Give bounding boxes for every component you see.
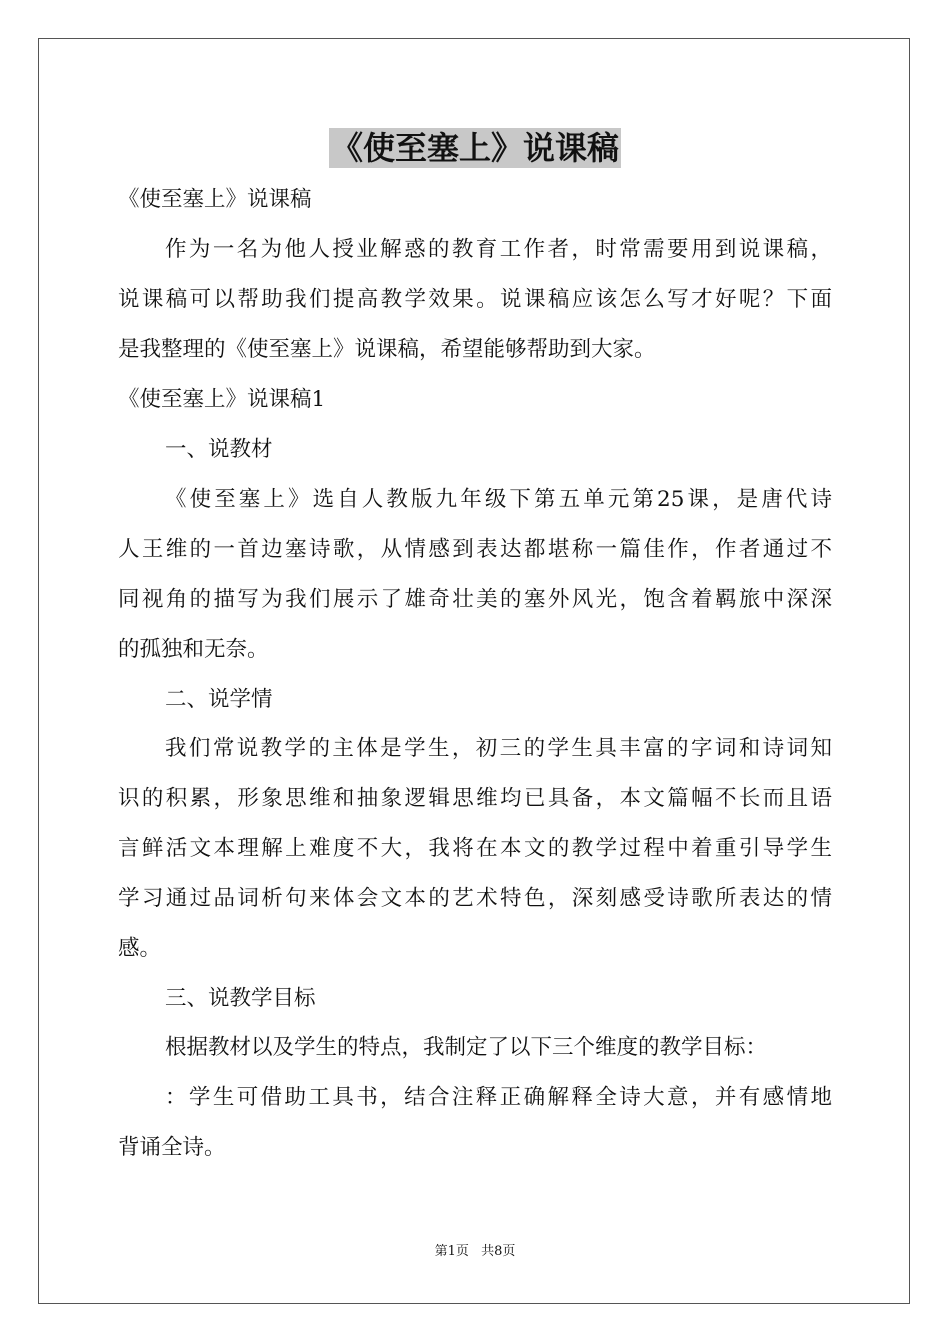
page-total: 共8页 <box>481 1244 516 1259</box>
paragraph-line: 说课稿可以帮助我们提高教学效果。说课稿应该怎么写才好呢？下面 <box>118 287 832 312</box>
paragraph-line: 背诵全诗。 <box>118 1135 226 1160</box>
subsection-heading: 二、说学情 <box>165 687 273 712</box>
document-title: 《使至塞上》说课稿 <box>330 129 619 167</box>
page-number: 第1页 <box>434 1244 469 1259</box>
paragraph-line: 言鲜活文本理解上难度不大，我将在本文的教学过程中着重引导学生 <box>118 836 832 861</box>
title-container <box>0 128 950 168</box>
section-heading: 《使至塞上》说课稿1 <box>118 387 326 412</box>
paragraph-line: 《使至塞上》选自人教版九年级下第五单元第25课，是唐代诗 <box>165 487 832 512</box>
subtitle-line: 《使至塞上》说课稿 <box>118 187 312 212</box>
paragraph-line: 的孤独和无奈。 <box>118 637 269 662</box>
paragraph-line: 识的积累，形象思维和抽象逻辑思维均已具备，本文篇幅不长而且语 <box>118 786 832 811</box>
paragraph-line: ：学生可借助工具书，结合注释正确解释全诗大意，并有感情地 <box>165 1085 832 1110</box>
paragraph-line: 人王维的一首边塞诗歌，从情感到表达都堪称一篇佳作，作者通过不 <box>118 537 832 562</box>
subsection-heading: 三、说教学目标 <box>165 986 316 1011</box>
paragraph-line: 作为一名为他人授业解惑的教育工作者，时常需要用到说课稿， <box>165 237 832 262</box>
paragraph-line: 学习通过品词析句来体会文本的艺术特色，深刻感受诗歌所表达的情 <box>118 886 832 911</box>
page-border <box>38 38 910 1304</box>
page-footer <box>0 1243 950 1261</box>
paragraph-line: 根据教材以及学生的特点，我制定了以下三个维度的教学目标： <box>165 1035 768 1060</box>
paragraph-line: 是我整理的《使至塞上》说课稿，希望能够帮助到大家。 <box>118 337 656 362</box>
paragraph-line: 同视角的描写为我们展示了雄奇壮美的塞外风光，饱含着羁旅中深深 <box>118 587 832 612</box>
subsection-heading: 一、说教材 <box>165 437 273 462</box>
paragraph-line: 我们常说教学的主体是学生，初三的学生具丰富的字词和诗词知 <box>165 736 832 761</box>
paragraph-line: 感。 <box>118 936 162 961</box>
